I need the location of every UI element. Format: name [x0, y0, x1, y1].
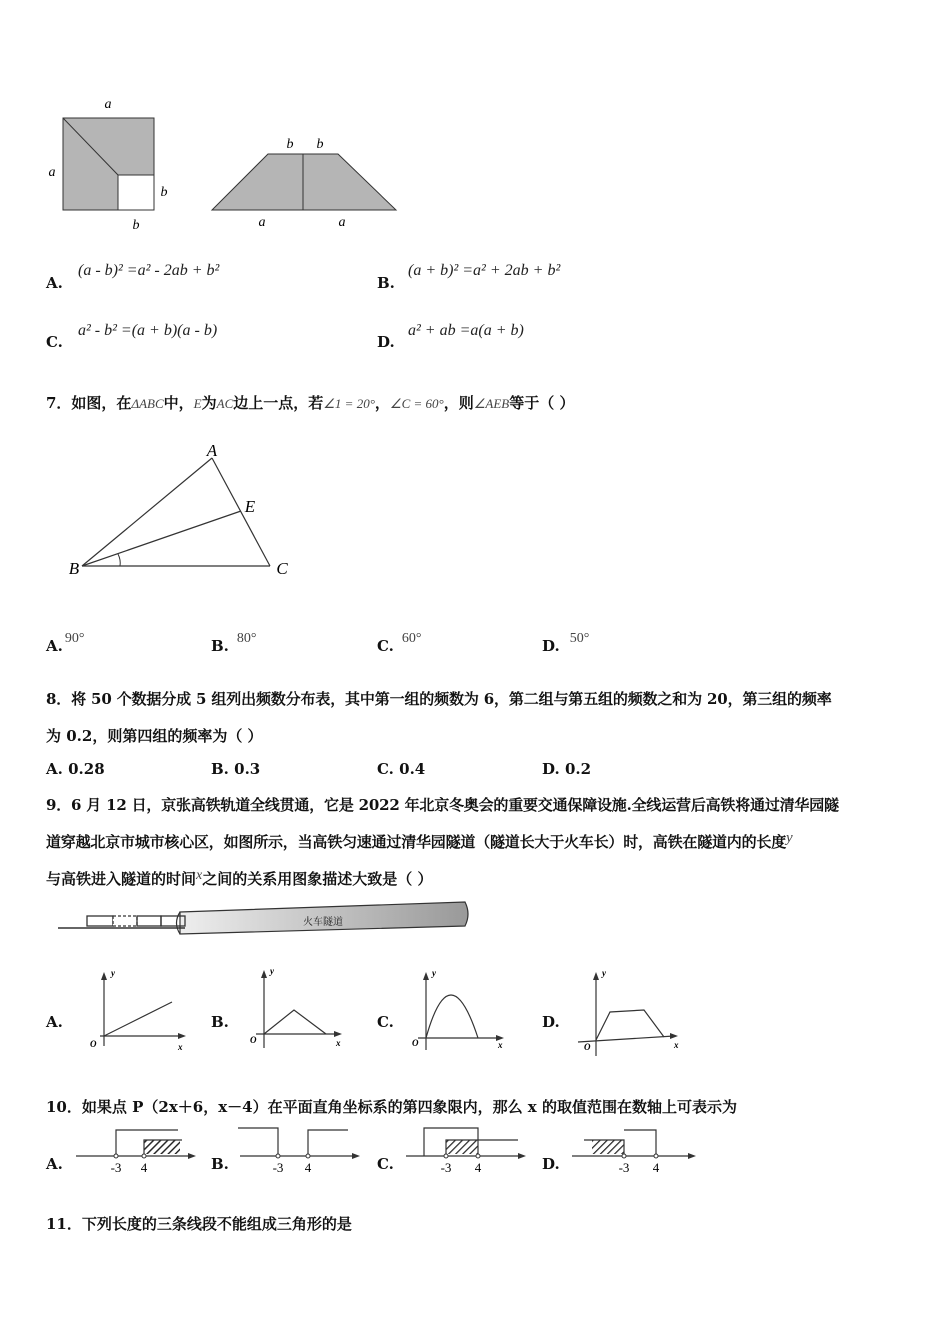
square-label-left: a	[48, 165, 56, 180]
train-car-3	[137, 916, 161, 926]
q6-option-d-letter: D.	[377, 333, 395, 351]
q10-number-line-a	[72, 1122, 202, 1178]
q7-option-c: C. 60°	[377, 631, 422, 655]
q9-option-a-letter: A.	[46, 1013, 63, 1031]
q7-math-ac: AC	[216, 396, 234, 411]
q7-option-b: B. 80°	[211, 631, 257, 655]
q7-math-aeb: ∠AEB	[473, 396, 510, 411]
svg-text:O: O	[412, 1038, 419, 1048]
svg-text:O: O	[584, 1042, 591, 1052]
svg-text:4: 4	[474, 1160, 482, 1175]
square-label-bottom: b	[132, 218, 140, 233]
svg-text:x: x	[498, 1040, 503, 1050]
square-label-top: a	[104, 97, 112, 112]
q9-option-b-letter: B.	[211, 1013, 229, 1031]
vertex-a-label: A	[206, 441, 218, 460]
q7-math-triangle: ΔABC	[131, 396, 164, 411]
train-tunnel-figure	[55, 898, 475, 940]
svg-text:O: O	[90, 1039, 97, 1049]
q6-option-a-letter: A.	[46, 274, 63, 292]
train-car-1	[87, 916, 113, 926]
q8-option-a: A. 0.28	[46, 760, 105, 778]
segment-be	[82, 511, 241, 566]
q10-option-a-letter: A.	[46, 1155, 63, 1173]
svg-text:4: 4	[304, 1160, 312, 1175]
graph-c-curve	[426, 995, 478, 1038]
svg-text:y: y	[111, 968, 115, 978]
small-square	[118, 175, 154, 210]
q9-graph-b	[242, 964, 346, 1058]
q9-stem-line2: 道穿越北京市城市核心区，如图所示，当高铁匀速通过清华园隧道（隧道长大于火车长）时，高铁在隧道内的长度y	[46, 830, 793, 851]
triangle-figure	[60, 438, 300, 583]
svg-text:x: x	[674, 1040, 679, 1050]
q9-option-d-letter: D.	[542, 1013, 560, 1031]
q7-text-1: 7．如图，在	[46, 394, 132, 412]
q8-option-b: B. 0.3	[211, 760, 261, 778]
q7-math-angle1: ∠1 = 20°	[323, 396, 375, 411]
q9-stem-line1: 9．6 月 12 日，京张高铁轨道全线贯通，它是 2022 年北京冬奥会的重要交通保障设施.全线运营后高铁将通过清华园隧	[46, 796, 839, 814]
vertex-c-label: C	[276, 559, 288, 578]
side-ba	[82, 458, 212, 566]
trap-label-top-left: b	[286, 137, 294, 152]
trap-label-bottom-right: a	[338, 215, 346, 230]
q7-text-6: ，则	[443, 394, 474, 412]
svg-text:-3: -3	[618, 1160, 630, 1175]
vertex-e-label: E	[244, 497, 256, 516]
q8-option-d: D. 0.2	[542, 760, 592, 778]
q6-option-c-expr: a² - b² =(a + b)(a - b)	[78, 322, 218, 339]
svg-text:x: x	[336, 1038, 341, 1048]
graph-a-curve	[104, 1002, 172, 1036]
q11-stem: 11．下列长度的三条线段不能组成三角形的是	[46, 1215, 352, 1233]
q7-option-a-value: 90°	[64, 631, 85, 646]
q10-number-line-d	[568, 1122, 702, 1178]
q7-option-c-value: 60°	[401, 631, 422, 646]
q9-graph-c	[406, 966, 510, 1060]
svg-text:-3: -3	[272, 1160, 284, 1175]
q7-option-a: A. 90°	[46, 631, 85, 655]
q9-graph-a	[86, 966, 190, 1060]
side-ac	[212, 458, 270, 566]
svg-text:4: 4	[140, 1160, 148, 1175]
svg-text:y: y	[602, 968, 606, 978]
q10-number-line-b	[236, 1122, 366, 1178]
q7-option-d-value: 50°	[569, 631, 590, 646]
q10-stem: 10．如果点 P（2x＋6，x－4）在平面直角坐标系的第四象限内，那么 x 的取值范围在数轴上可表示为	[46, 1098, 737, 1116]
q7-option-b-value: 80°	[236, 631, 257, 646]
q7-option-d: D. 50°	[542, 631, 590, 655]
svg-text:y: y	[432, 968, 436, 978]
q10-number-line-c	[402, 1122, 532, 1178]
q7-math-anglec: ∠C = 60°	[389, 396, 444, 411]
q6-option-d-expr: a² + ab =a(a + b)	[408, 322, 524, 339]
angle-1-arc	[118, 554, 120, 566]
q10-option-c-letter: C.	[377, 1155, 394, 1173]
graph-d-curve	[596, 1010, 664, 1040]
q7-text-7: 等于（ ）	[509, 394, 575, 412]
q8-stem-line2: 为 0.2，则第四组的频率为（ ）	[46, 727, 263, 745]
q7-math-e: E	[193, 396, 202, 411]
area-model-figure	[40, 90, 410, 240]
trapezoid-shape	[212, 154, 396, 210]
q9-var-x: x	[196, 868, 203, 883]
q6-option-a-expr: (a - b)² =a² - 2ab + b²	[78, 262, 220, 279]
q8-stem-line1: 8．将 50 个数据分成 5 组列出频数分布表，其中第一组的频数为 6，第二组与第五组的频数之和为 20，第三组的频率	[46, 690, 832, 708]
q6-option-b-letter: B.	[377, 274, 395, 292]
svg-text:-3: -3	[110, 1160, 122, 1175]
q7-text-3: 为	[201, 394, 217, 412]
q7-text-2: 中，	[163, 394, 194, 412]
graph-b-curve	[264, 1010, 326, 1034]
q9-option-c-letter: C.	[377, 1013, 394, 1031]
q9-graph-d	[574, 966, 684, 1062]
svg-text:x: x	[178, 1042, 183, 1052]
question-7-stem	[46, 392, 574, 413]
q10-option-d-letter: D.	[542, 1155, 560, 1173]
trap-label-top-right: b	[316, 137, 324, 152]
q7-text-5: ，	[374, 394, 390, 412]
svg-text:y: y	[270, 966, 274, 976]
q6-option-b-expr: (a + b)² =a² + 2ab + b²	[408, 262, 561, 279]
svg-text:O: O	[250, 1035, 257, 1045]
train-car-2	[113, 916, 137, 926]
q9-stem-line3: 与高铁进入隧道的时间x之间的关系用图象描述大致是（ ）	[46, 868, 433, 888]
trap-label-bottom-left: a	[258, 215, 266, 230]
q8-option-c: C. 0.4	[377, 760, 426, 778]
square-label-right: b	[160, 185, 168, 200]
q9-var-y: y	[786, 830, 793, 846]
q7-text-4: 边上一点，若	[233, 394, 324, 412]
q6-option-c-letter: C.	[46, 333, 63, 351]
q10-option-b-letter: B.	[211, 1155, 229, 1173]
vertex-b-label: B	[68, 559, 80, 578]
svg-text:4: 4	[652, 1160, 660, 1175]
svg-text:-3: -3	[440, 1160, 452, 1175]
tunnel-label: 火车隧道	[303, 917, 343, 928]
